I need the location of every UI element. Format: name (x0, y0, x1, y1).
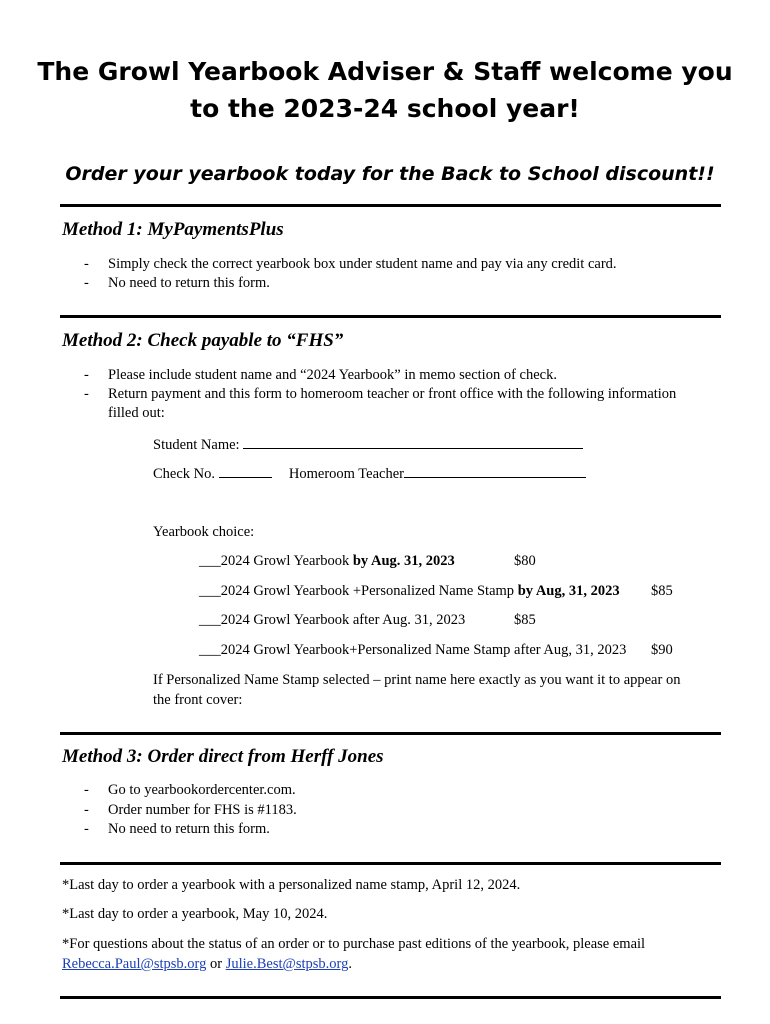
bullet-dash: - (84, 275, 89, 291)
method-3-bullet: Order number for FHS is #1183. (108, 802, 297, 818)
homeroom-teacher-label: Homeroom Teacher (288, 466, 404, 482)
homeroom-teacher-blank[interactable] (404, 464, 586, 478)
bullet-dash: - (84, 802, 89, 818)
divider (60, 996, 721, 999)
email-link-julie[interactable]: Julie.Best@stpsb.org (225, 956, 349, 972)
method-1-heading: Method 1: MyPaymentsPlus (62, 219, 284, 240)
check-no-label: Check No. (153, 466, 216, 482)
note-questions: *For questions about the status of an order or to purchase past editions of the yearbook, please email (62, 936, 646, 952)
bullet-dash: - (84, 256, 89, 272)
divider (60, 204, 721, 207)
stamp-note: If Personalized Name Stamp selected – print name here exactly as you want it to appear on (153, 672, 681, 688)
method-2-bullet: Please include student name and “2024 Yearbook” in memo section of check. (108, 367, 557, 383)
bullet-dash: - (84, 367, 89, 383)
option-text: ___2024 Growl Yearbook (199, 553, 353, 569)
method-3-heading: Method 3: Order direct from Herff Jones (62, 746, 384, 767)
contact-emails (62, 956, 352, 973)
bullet-dash: - (84, 386, 89, 402)
check-no-blank[interactable] (219, 464, 272, 478)
yearbook-choice-label: Yearbook choice: (153, 524, 255, 540)
option-deadline: by Aug. 31, 2023 (352, 553, 455, 569)
page-title-line-1: The Growl Yearbook Adviser & Staff welcome you (37, 57, 733, 86)
option-yearbook-stamp-late[interactable] (199, 642, 626, 659)
divider (60, 732, 721, 735)
stamp-note-continued: the front cover: (153, 692, 243, 708)
method-3-bullet: Go to yearbookordercenter.com. (108, 782, 296, 798)
method-2-heading: Method 2: Check payable to “FHS” (62, 330, 344, 351)
period-text: . (348, 956, 352, 972)
page-title-line-2: to the 2023-24 school year! (190, 94, 580, 123)
option-price: $90 (651, 642, 673, 658)
option-price: $85 (651, 583, 673, 599)
student-name-blank[interactable] (243, 435, 583, 449)
note-order-deadline: *Last day to order a yearbook, May 10, 2024. (62, 906, 328, 922)
option-text: ___2024 Growl Yearbook+Personalized Name Stamp after Aug, 31, 2023 (199, 642, 627, 658)
bullet-dash: - (84, 782, 89, 798)
method-1-bullet: Simply check the correct yearbook box under student name and pay via any credit card. (108, 256, 617, 272)
discount-subtitle: Order your yearbook today for the Back to School discount!! (65, 163, 715, 185)
option-yearbook-stamp-early[interactable] (199, 583, 620, 600)
email-link-rebecca[interactable]: Rebecca.Paul@stpsb.org (62, 956, 207, 972)
option-price: $85 (514, 612, 536, 628)
check-and-homeroom-field (153, 464, 586, 483)
method-2-bullet: Return payment and this form to homeroom teacher or front office with the following information (108, 386, 677, 402)
method-1-bullet: No need to return this form. (108, 275, 270, 291)
student-name-field (153, 435, 583, 454)
or-text: or (206, 956, 226, 972)
option-deadline: by Aug, 31, 2023 (517, 583, 620, 599)
student-name-label: Student Name: (153, 437, 240, 453)
bullet-dash: - (84, 821, 89, 837)
method-3-bullet: No need to return this form. (108, 821, 270, 837)
method-2-bullet-continued: filled out: (108, 405, 165, 421)
note-name-stamp-deadline: *Last day to order a yearbook with a personalized name stamp, April 12, 2024. (62, 877, 521, 893)
option-yearbook-early[interactable] (199, 553, 455, 570)
divider (60, 315, 721, 318)
option-text: ___2024 Growl Yearbook after Aug. 31, 2023 (199, 612, 466, 628)
divider (60, 862, 721, 865)
option-price: $80 (514, 553, 536, 569)
option-text: ___2024 Growl Yearbook +Personalized Name Stamp (199, 583, 518, 599)
option-yearbook-late[interactable] (199, 612, 465, 629)
